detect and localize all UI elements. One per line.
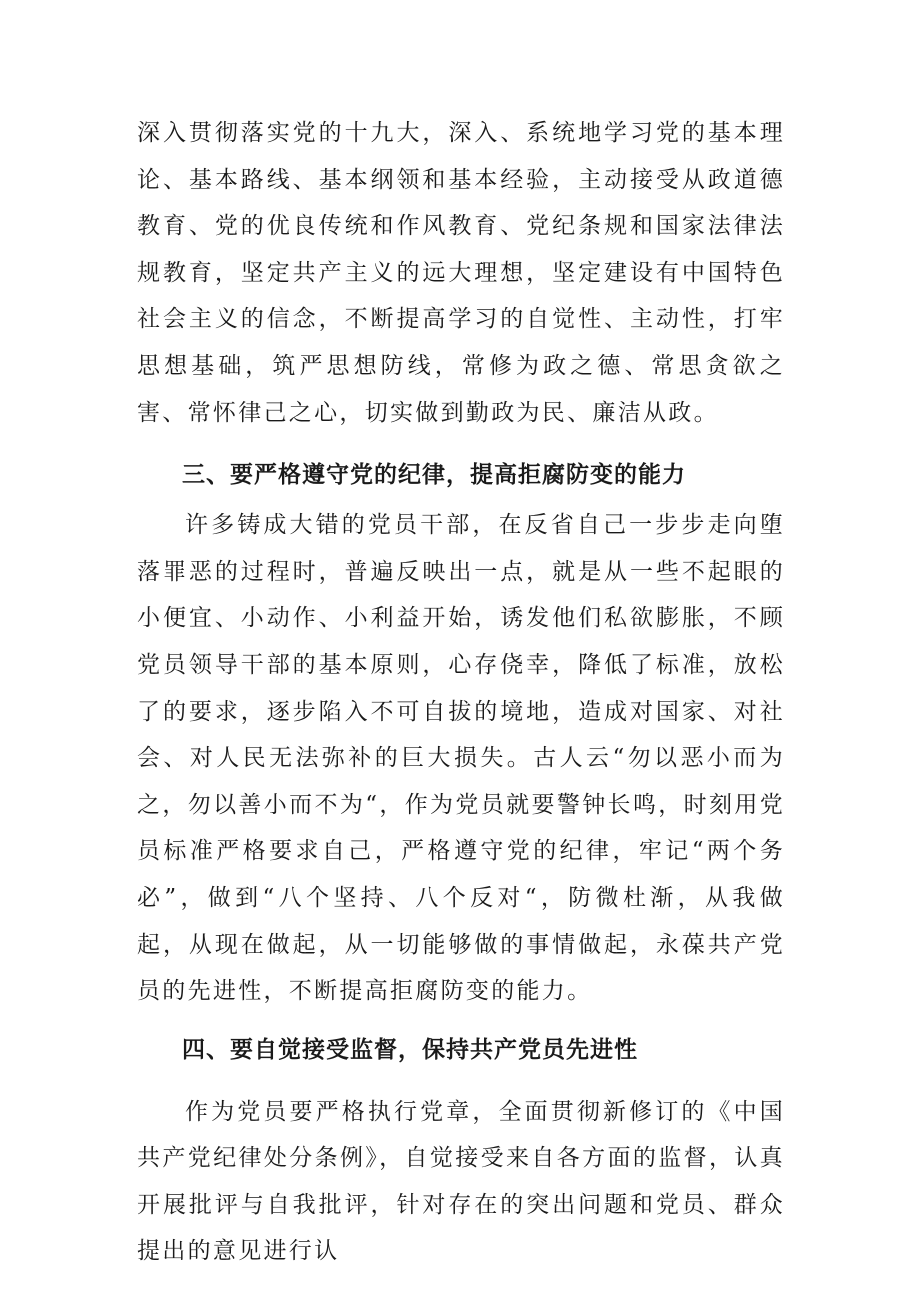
document-page [137,110,785,1275]
body-paragraph: 许多铸成大错的党员干部，在反省自己一步步走向堕落罪恶的过程时，普遍反映出一点，就是从一些不起眼的小便宜、小动作、小利益开始，诱发他们私欲膨胀，不顾党员领导干部的基本原则，心存侥幸，降低了标准，放松了的要求，逐步陷入不可自拔的境地，造成对国家、对社会、对人民无法弥补的巨大损失。古人云“勿以恶小而为之，勿以善小而不为“，作为党员就要警钟长鸣，时刻用党员标准严格要求自己，严格遵守党的纪律，牢记“两个务必”，做到“八个坚持、八个反对“，防微杜渐，从我做起，从现在做起，从一切能够做的事情做起，永葆共产党员的先进性，不断提高拒腐防变的能力。 [137,512,785,1005]
section-heading-4: 四、要自觉接受监督，保持共产党员先进性 [182,1036,638,1063]
section-heading-3: 三、要严格遵守党的纪律，提高拒腐防变的能力 [182,462,686,489]
body-paragraph: 深入贯彻落实党的十九大，深入、系统地学习党的基本理论、基本路线、基本纲领和基本经验，主动接受从政道德教育、党的优良传统和作风教育、党纪条规和国家法律法规教育，坚定共产主义的远大理想，坚定建设有中国特色社会主义的信念，不断提高学习的自觉性、主动性，打牢思想基础，筑严思想防线，常修为政之德、常思贪欲之害、常怀律己之心，切实做到勤政为民、廉洁从政。 [137,120,785,426]
body-paragraph: 作为党员要严格执行党章，全面贯彻新修订的《中国共产党纪律处分条例》，自觉接受来自各方面的监督，认真开展批评与自我批评，针对存在的突出问题和党员、群众提出的意见进行认 [137,1098,785,1265]
